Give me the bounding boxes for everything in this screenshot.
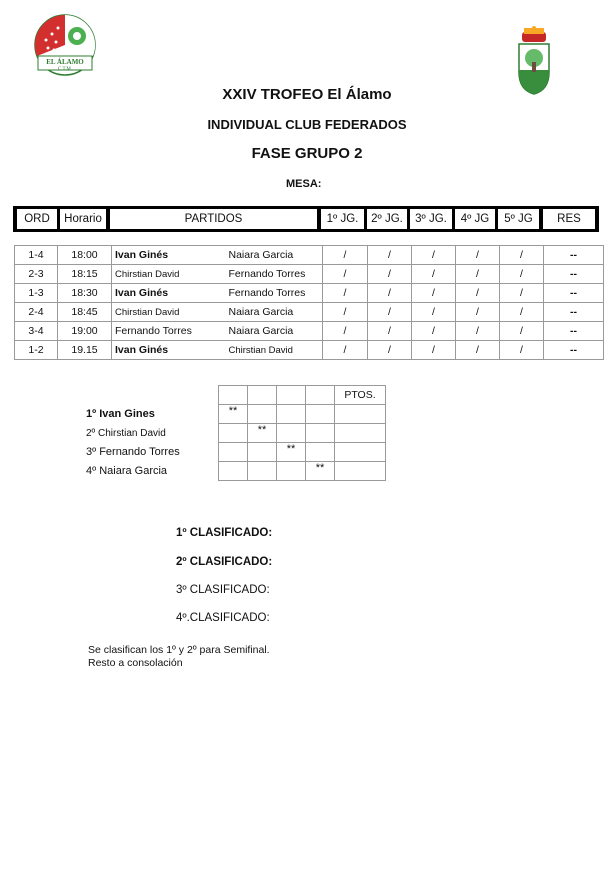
game-cell: / xyxy=(500,322,544,341)
result-cell: -- xyxy=(544,303,604,322)
standings-row xyxy=(82,405,386,424)
fourth-classified: 4º.CLASIFICADO: xyxy=(176,612,270,624)
points-cell xyxy=(335,424,386,443)
result-cell: -- xyxy=(544,322,604,341)
standings-cell xyxy=(248,443,277,462)
standings-cell xyxy=(219,424,248,443)
game-cell: / xyxy=(456,303,500,322)
standings-cell xyxy=(277,462,306,481)
standings-row xyxy=(82,462,386,481)
time-cell: 18:00 xyxy=(58,246,112,265)
standings-player-name: 3º Fernando Torres xyxy=(86,446,180,458)
player-two-cell: Chirstian David xyxy=(226,341,323,360)
standings-cell xyxy=(306,443,335,462)
result-cell: -- xyxy=(544,246,604,265)
game-cell: / xyxy=(412,341,456,360)
matches-table xyxy=(14,245,604,360)
game-cell: / xyxy=(368,341,412,360)
ord-cell: 1-3 xyxy=(15,284,58,303)
standings-cell xyxy=(277,424,306,443)
time-cell: 19.15 xyxy=(58,341,112,360)
game-cell: / xyxy=(412,284,456,303)
game-cell: / xyxy=(323,322,368,341)
time-cell: 19:00 xyxy=(58,322,112,341)
result-cell: -- xyxy=(544,341,604,360)
standings-cell xyxy=(306,424,335,443)
points-cell xyxy=(335,462,386,481)
game-cell: / xyxy=(323,265,368,284)
player-two-cell: Fernando Torres xyxy=(226,284,323,303)
header-game-4: 4º JG xyxy=(455,209,495,229)
player-two-cell: Naiara Garcia xyxy=(226,303,323,322)
player-two-cell: Naiara Garcia xyxy=(226,322,323,341)
player-one-cell: Chirstian David xyxy=(112,303,226,322)
ord-cell: 3-4 xyxy=(15,322,58,341)
second-classified: 2º CLASIFICADO: xyxy=(176,556,273,568)
page-subtitle: INDIVIDUAL CLUB FEDERADOS xyxy=(207,117,407,132)
standings-cell xyxy=(306,405,335,424)
standings-cell xyxy=(248,405,277,424)
game-cell: / xyxy=(456,265,500,284)
result-cell: -- xyxy=(544,265,604,284)
club-logo xyxy=(34,14,96,76)
time-cell: 18:30 xyxy=(58,284,112,303)
table-row xyxy=(15,303,604,322)
header-game-5: 5º JG xyxy=(498,209,539,229)
result-cell: -- xyxy=(544,284,604,303)
player-one-cell: Ivan Ginés xyxy=(112,341,226,360)
player-one-cell: Chirstian David xyxy=(112,265,226,284)
mesa-label: MESA: xyxy=(286,178,322,190)
standings-player-name: 1º Ivan Gines xyxy=(86,408,155,420)
game-cell: / xyxy=(500,284,544,303)
game-cell: / xyxy=(500,341,544,360)
self-match-marker: ** xyxy=(277,443,306,462)
game-cell: / xyxy=(368,303,412,322)
club-logo-text: EL ÁLAMO xyxy=(46,58,84,66)
game-cell: / xyxy=(456,341,500,360)
third-classified: 3º CLASIFICADO: xyxy=(176,584,270,596)
game-cell: / xyxy=(368,246,412,265)
ord-cell: 1-2 xyxy=(15,341,58,360)
game-cell: / xyxy=(368,284,412,303)
header-game-3: 3º JG. xyxy=(410,209,452,229)
standings-player-name: 2º Chirstian David xyxy=(86,427,166,439)
table-row xyxy=(15,341,604,360)
game-cell: / xyxy=(412,246,456,265)
phase-title: FASE GRUPO 2 xyxy=(251,145,363,162)
ord-cell: 2-3 xyxy=(15,265,58,284)
player-two-cell: Fernando Torres xyxy=(226,265,323,284)
self-match-marker: ** xyxy=(306,462,335,481)
game-cell: / xyxy=(412,303,456,322)
standings-cell xyxy=(248,462,277,481)
header-game-1: 1º JG. xyxy=(321,209,364,229)
game-cell: / xyxy=(500,303,544,322)
game-cell: / xyxy=(456,246,500,265)
player-one-cell: Fernando Torres xyxy=(112,322,226,341)
table-row xyxy=(15,265,604,284)
player-two-cell: Naiara Garcia xyxy=(226,246,323,265)
standings-row xyxy=(82,424,386,443)
standings-player-name: 4º Naiara Garcia xyxy=(86,465,168,477)
standings-row xyxy=(82,443,386,462)
game-cell: / xyxy=(412,265,456,284)
time-cell: 18:15 xyxy=(58,265,112,284)
header-ord: ORD xyxy=(17,209,57,229)
header-game-2: 2º JG. xyxy=(367,209,407,229)
header-partidos: PARTIDOS xyxy=(110,209,317,229)
game-cell: / xyxy=(456,322,500,341)
page-title: XXIV TROFEO El Álamo xyxy=(222,86,392,103)
points-cell xyxy=(335,443,386,462)
game-cell: / xyxy=(323,303,368,322)
points-cell xyxy=(335,405,386,424)
header-horario: Horario xyxy=(60,209,106,229)
ord-cell: 1-4 xyxy=(15,246,58,265)
player-one-cell: Ivan Ginés xyxy=(112,284,226,303)
player-one-cell: Ivan Ginés xyxy=(112,246,226,265)
time-cell: 18:45 xyxy=(58,303,112,322)
ord-cell: 2-4 xyxy=(15,303,58,322)
game-cell: / xyxy=(323,284,368,303)
note-line: Se clasifican los 1º y 2º para Semifinal. xyxy=(88,644,270,656)
standings-cell xyxy=(219,443,248,462)
game-cell: / xyxy=(368,322,412,341)
game-cell: / xyxy=(456,284,500,303)
note-line: Resto a consolación xyxy=(88,657,183,669)
points-header: PTOS. xyxy=(335,386,386,405)
standings-grid xyxy=(82,385,386,481)
game-cell: / xyxy=(412,322,456,341)
game-cell: / xyxy=(500,246,544,265)
game-cell: / xyxy=(500,265,544,284)
club-logo-subtext: C.T.M. xyxy=(57,67,73,72)
self-match-marker: ** xyxy=(219,405,248,424)
table-row xyxy=(15,284,604,303)
game-cell: / xyxy=(323,246,368,265)
first-classified: 1º CLASIFICADO: xyxy=(176,527,273,539)
table-row xyxy=(15,246,604,265)
standings-cell xyxy=(219,462,248,481)
game-cell: / xyxy=(368,265,412,284)
header-res: RES xyxy=(543,209,595,229)
self-match-marker: ** xyxy=(248,424,277,443)
table-row xyxy=(15,322,604,341)
table-header-bar xyxy=(13,206,599,232)
game-cell: / xyxy=(323,341,368,360)
standings-cell xyxy=(277,405,306,424)
